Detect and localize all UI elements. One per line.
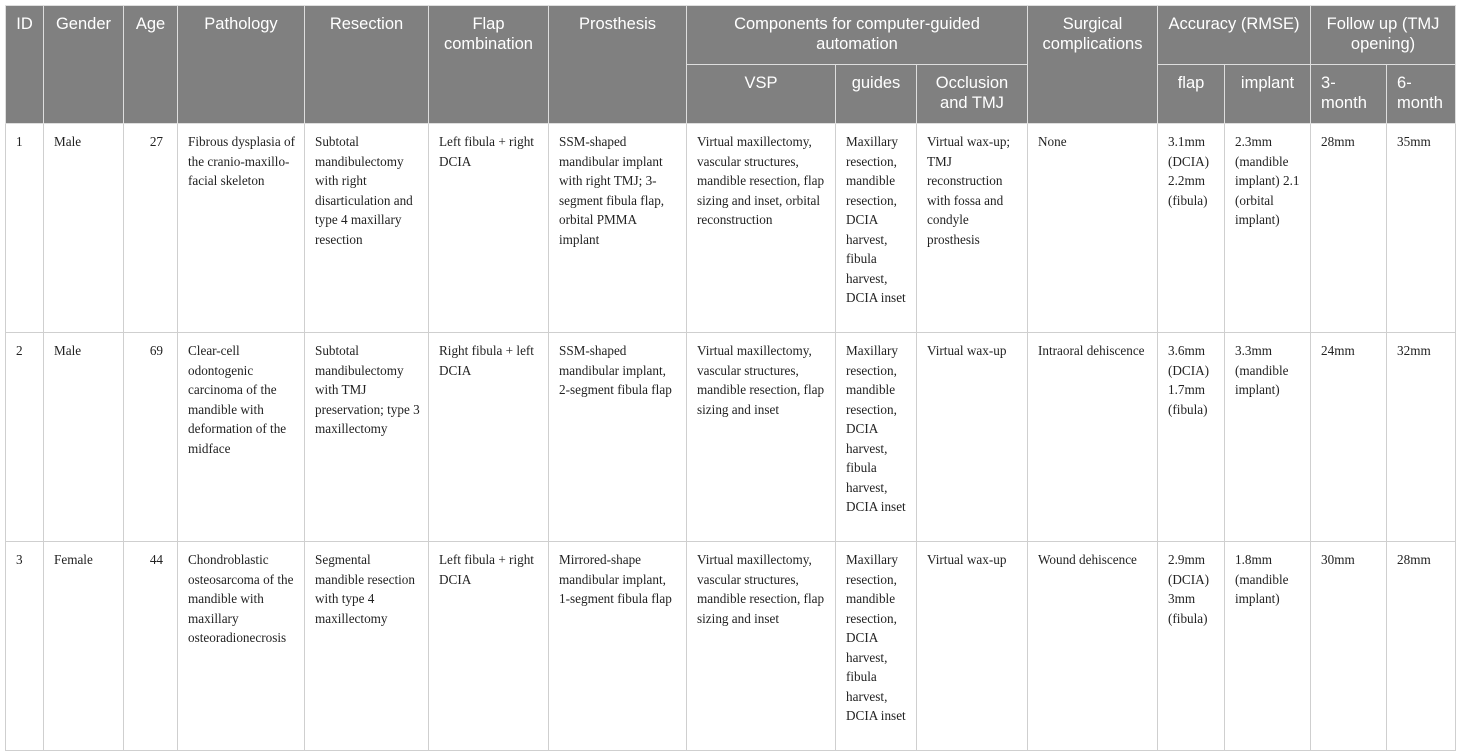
cell-accuracy-flap: 2.9mm (DCIA) 3mm (fibula) (1158, 542, 1225, 751)
subheader-guides: guides (836, 65, 917, 124)
header-row (6, 6, 1456, 65)
cell-followup-3-month: 24mm (1311, 333, 1387, 542)
header-id: ID (6, 6, 44, 124)
cell-guides: Maxillary resection, mandible resection, DCIA harvest, fibula harvest, DCIA inset (836, 542, 917, 751)
cell-accuracy-implant: 2.3mm (mandible implant) 2.1 (orbital implant) (1225, 124, 1311, 333)
header-followup: Follow up (TMJ opening) (1311, 6, 1456, 65)
subheader-implant: implant (1225, 65, 1311, 124)
header-pathology: Pathology (178, 6, 305, 124)
cell-pathology: Clear-cell odontogenic carcinoma of the mandible with deformation of the midface (178, 333, 305, 542)
header-accuracy: Accuracy (RMSE) (1158, 6, 1311, 65)
subheader-vsp: VSP (687, 65, 836, 124)
cell-vsp: Virtual maxillectomy, vascular structures, mandible resection, flap sizing and inset (687, 333, 836, 542)
cell-complications: Wound dehiscence (1028, 542, 1158, 751)
cell-complications: None (1028, 124, 1158, 333)
header-resection: Resection (305, 6, 429, 124)
cell-prosthesis: Mirrored-shape mandibular implant, 1-segment fibula flap (549, 542, 687, 751)
cell-accuracy-implant: 1.8mm (mandible implant) (1225, 542, 1311, 751)
cell-followup-3-month: 30mm (1311, 542, 1387, 751)
subheader-3-month: 3-month (1311, 65, 1387, 124)
cell-followup-6-month: 35mm (1387, 124, 1456, 333)
cell-id: 3 (6, 542, 44, 751)
cell-gender: Male (44, 124, 124, 333)
cell-prosthesis: SSM-shaped mandibular implant with right TMJ; 3-segment fibula flap, orbital PMMA implant (549, 124, 687, 333)
cell-occlusion: Virtual wax-up (917, 333, 1028, 542)
header-complications: Surgical complications (1028, 6, 1158, 124)
subheader-6-month: 6-month (1387, 65, 1456, 124)
cell-occlusion: Virtual wax-up; TMJ reconstruction with fossa and condyle prosthesis (917, 124, 1028, 333)
table-row (6, 124, 1456, 333)
header-components: Components for computer-guided automation (687, 6, 1028, 65)
subheader-flap: flap (1158, 65, 1225, 124)
cell-vsp: Virtual maxillectomy, vascular structures, mandible resection, flap sizing and inset (687, 542, 836, 751)
cell-gender: Female (44, 542, 124, 751)
table-row (6, 542, 1456, 751)
cell-prosthesis: SSM-shaped mandibular implant, 2-segment fibula flap (549, 333, 687, 542)
cell-vsp: Virtual maxillectomy, vascular structures, mandible resection, flap sizing and inset, orbital reconstruction (687, 124, 836, 333)
subheader-occlusion: Occlusion and TMJ (917, 65, 1028, 124)
cell-id: 1 (6, 124, 44, 333)
cell-followup-3-month: 28mm (1311, 124, 1387, 333)
cell-resection: Segmental mandible resection with type 4 maxillectomy (305, 542, 429, 751)
cell-guides: Maxillary resection, mandible resection, DCIA harvest, fibula harvest, DCIA inset (836, 124, 917, 333)
cell-accuracy-flap: 3.1mm (DCIA) 2.2mm (fibula) (1158, 124, 1225, 333)
cell-flap-combination: Right fibula + left DCIA (429, 333, 549, 542)
cell-guides: Maxillary resection, mandible resection, DCIA harvest, fibula harvest, DCIA inset (836, 333, 917, 542)
cell-pathology: Fibrous dysplasia of the cranio-maxillo-facial skeleton (178, 124, 305, 333)
cell-id: 2 (6, 333, 44, 542)
table-row (6, 333, 1456, 542)
header-prosthesis: Prosthesis (549, 6, 687, 124)
cell-resection: Subtotal mandibulectomy with TMJ preservation; type 3 maxillectomy (305, 333, 429, 542)
header-age: Age (124, 6, 178, 124)
cell-age: 27 (124, 124, 178, 333)
cell-accuracy-implant: 3.3mm (mandible implant) (1225, 333, 1311, 542)
cell-flap-combination: Left fibula + right DCIA (429, 124, 549, 333)
cell-pathology: Chondroblastic osteosarcoma of the mandible with maxillary osteoradionecrosis (178, 542, 305, 751)
cell-age: 44 (124, 542, 178, 751)
header-flap-combination: Flap combination (429, 6, 549, 124)
cell-resection: Subtotal mandibulectomy with right disarticulation and type 4 maxillary resection (305, 124, 429, 333)
cell-occlusion: Virtual wax-up (917, 542, 1028, 751)
cell-followup-6-month: 32mm (1387, 333, 1456, 542)
cell-age: 69 (124, 333, 178, 542)
cell-followup-6-month: 28mm (1387, 542, 1456, 751)
patient-data-table (5, 5, 1456, 751)
cell-complications: Intraoral dehiscence (1028, 333, 1158, 542)
cell-gender: Male (44, 333, 124, 542)
header-gender: Gender (44, 6, 124, 124)
cell-accuracy-flap: 3.6mm (DCIA) 1.7mm (fibula) (1158, 333, 1225, 542)
cell-flap-combination: Left fibula + right DCIA (429, 542, 549, 751)
